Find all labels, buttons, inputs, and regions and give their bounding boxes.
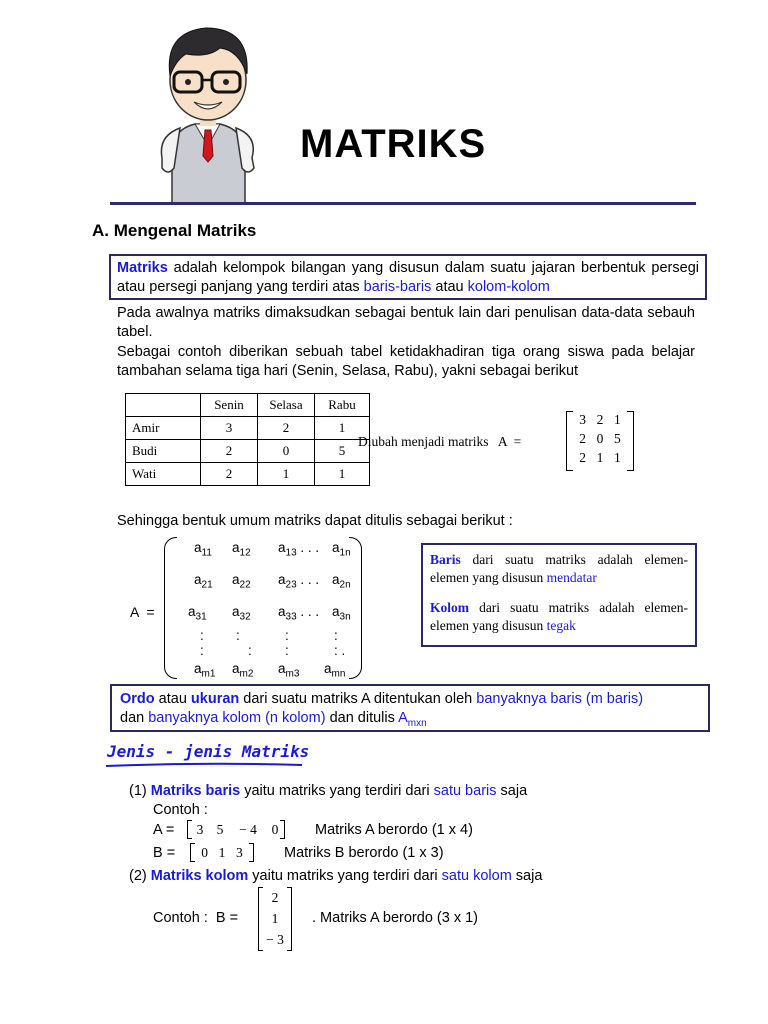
matrix-element-a12: $a_{12}$ xyxy=(232,540,251,559)
matrix-element-a32: $a_{32}$ xyxy=(232,604,251,623)
left-bracket xyxy=(566,411,573,471)
matrix-element-a3n: $a_{3n}$ xyxy=(332,604,351,623)
table-cell: 2 xyxy=(258,417,315,440)
matrix-element-a11: $a_{11}$ xyxy=(194,540,212,559)
satu-kolom-phrase: satu kolom xyxy=(441,868,512,884)
ordo-box xyxy=(110,684,710,732)
row-matrix-b-lhs: B = xyxy=(153,845,176,861)
matriks-kolom-term: Matriks kolom xyxy=(150,868,249,884)
table-cell: 1 xyxy=(258,463,315,486)
section-heading-a: A. Mengenal Matriks xyxy=(92,221,257,240)
ordo-text: dari suatu matriks A ditentukan oleh xyxy=(239,691,477,707)
matrix-element-a31: $a_{31}$ xyxy=(188,604,207,623)
table-cell: 3 xyxy=(201,417,258,440)
table-cell: 2 xyxy=(201,440,258,463)
baris-term: Baris xyxy=(430,552,461,567)
table-cell: Wati xyxy=(126,463,201,486)
matrix-vdots: : xyxy=(200,643,204,658)
ordo-text: dan ditulis xyxy=(325,710,399,726)
definition-text: adalah kelompok bilangan yang disusun dalam suatu jajaran berbentuk persegi atau persegi panjang yang terdiri atas xyxy=(117,260,699,295)
title-divider xyxy=(110,202,696,205)
item-text: yaitu matriks yang terdiri dari xyxy=(248,868,442,884)
cols-count-phrase: banyaknya kolom (n kolom) xyxy=(148,710,326,726)
matriks-kolom-item xyxy=(129,868,542,884)
matrix-element-a21: $a_{21}$ xyxy=(194,572,213,591)
cols-term: kolom-kolom xyxy=(467,279,550,295)
item-text: saja xyxy=(496,783,528,799)
matrix-vdots: : xyxy=(248,643,252,658)
definition-box xyxy=(109,254,707,300)
matrix-element-am1: $a_{m1}$ xyxy=(194,661,216,680)
general-matrix xyxy=(164,537,362,679)
table-cell: Amir xyxy=(126,417,201,440)
table-cell: 5 xyxy=(315,440,370,463)
table-cell: 1 xyxy=(315,463,370,486)
ordo-notation: $A_{mxn}$ xyxy=(398,710,427,729)
rows-count-phrase: banyaknya baris (m baris) xyxy=(476,691,644,707)
row-matrix-b-order: Matriks B berordo (1 x 3) xyxy=(284,845,444,861)
right-bracket xyxy=(249,843,254,862)
matrix-vdots: : xyxy=(200,628,204,643)
matrix-element-am2: $a_{m2}$ xyxy=(232,661,254,680)
table-row xyxy=(126,417,370,440)
intro-paragraph-1: Pada awalnya matriks dimaksudkan sebagai bentuk lain dari penulisan data-data sebauh tabel. xyxy=(117,305,695,340)
right-bracket xyxy=(287,887,292,951)
satu-baris-phrase: satu baris xyxy=(433,783,497,799)
matrix-vdots: : xyxy=(285,628,289,643)
item-number: (2) xyxy=(129,868,151,884)
matrix-element-amn: $a_{mn}$ xyxy=(324,661,346,680)
matrix-vdots: : xyxy=(236,628,240,643)
matriks-baris-item xyxy=(129,783,527,799)
ordo-text: atau xyxy=(154,691,191,707)
kolom-term: Kolom xyxy=(430,600,469,615)
table-header-cell: Selasa xyxy=(258,394,315,417)
matrix-entry: 0 xyxy=(271,822,279,837)
matriks-term: Matriks xyxy=(117,260,168,276)
matrix-element-a1n: $a_{1n}$ xyxy=(332,540,351,559)
left-parenthesis xyxy=(164,537,177,679)
table-cell: 1 xyxy=(315,417,370,440)
left-bracket xyxy=(258,887,263,951)
matrix-entry: 1 xyxy=(613,412,621,427)
tegak-word: tegak xyxy=(546,618,576,633)
matrix-entry: 2 xyxy=(271,890,279,905)
heading-underline xyxy=(104,760,304,770)
matrix-entry: − 3 xyxy=(266,932,284,947)
matrix-entry: 2 xyxy=(579,450,587,465)
matrix-element-am3: $a_{m3}$ xyxy=(278,661,300,680)
right-parenthesis xyxy=(349,537,362,679)
matrix-element-a23: $a_{23}$ . . . xyxy=(278,572,320,591)
kolom-definition xyxy=(430,599,688,635)
matrix-element-a22: $a_{22}$ xyxy=(232,572,251,591)
table-row xyxy=(126,463,370,486)
teacher-cartoon-illustration xyxy=(150,18,265,203)
row-matrix-a-lhs: A = xyxy=(153,822,175,838)
table-header-cell xyxy=(126,394,201,417)
matrix-entry: − 4 xyxy=(239,822,257,837)
page-title: MATRIKS xyxy=(300,122,487,166)
table-header-cell: Rabu xyxy=(315,394,370,417)
table-header-cell: Senin xyxy=(201,394,258,417)
general-form-intro: Sehingga bentuk umum matriks dapat ditulis sebagai berikut : xyxy=(117,513,513,529)
matrix-entry: 1 xyxy=(596,450,604,465)
table-cell: 0 xyxy=(258,440,315,463)
left-bracket xyxy=(187,820,192,839)
matrix-vdots: : xyxy=(334,628,338,643)
column-matrix-order: . Matriks A berordo (3 x 1) xyxy=(312,910,479,926)
matrix-entry: 3 xyxy=(196,822,204,837)
matrix-entry: 3 xyxy=(235,845,243,860)
matrix-entry: 5 xyxy=(216,822,224,837)
baris-definition xyxy=(430,551,688,587)
matrix-element-a13: $a_{13}$ . . . xyxy=(278,540,320,559)
ordo-term: Ordo xyxy=(120,691,155,707)
column-matrix-lhs: Contoh : B = xyxy=(153,910,239,926)
table-row xyxy=(126,440,370,463)
right-bracket xyxy=(627,411,634,471)
item-text: yaitu matriks yang terdiri dari xyxy=(240,783,434,799)
intro-paragraph-2: Sebagai contoh diberikan sebuah tabel ketidakhadiran tiga orang siswa pada belajar tambahan selama tiga hari (Senin, Selasa, Rabu), yakni sebagai berikut xyxy=(117,344,695,379)
ukuran-term: ukuran xyxy=(190,691,240,707)
jenis-matriks-heading: Jenis - jenis Matriks xyxy=(107,742,310,761)
matrix-entry: 1 xyxy=(271,911,279,926)
rows-term: baris-baris xyxy=(363,279,432,295)
matrix-entry: 1 xyxy=(218,845,226,860)
general-matrix-lhs: A = xyxy=(130,604,155,620)
matrix-entry: 0 xyxy=(596,431,604,446)
item-number: (1) xyxy=(129,783,151,799)
row-matrix-b xyxy=(190,843,254,862)
matriks-baris-term: Matriks baris xyxy=(150,783,241,799)
baris-kolom-box xyxy=(421,543,697,647)
definition-connector: atau xyxy=(431,279,468,295)
kolom-text: dari suatu matriks adalah elemen- elemen yang disusun xyxy=(430,600,688,633)
column-matrix-b xyxy=(258,887,292,951)
matrix-vdots: : . xyxy=(334,643,346,658)
table-cell: Budi xyxy=(126,440,201,463)
contoh-label: Contoh : xyxy=(153,802,208,818)
item-text: saja xyxy=(511,868,543,884)
table-header-row xyxy=(126,394,370,417)
baris-text: dari suatu matriks adalah elemen- elemen yang disusun xyxy=(430,552,688,585)
row-matrix-a xyxy=(187,820,285,839)
absence-table xyxy=(125,393,370,486)
matrix-entry: 1 xyxy=(613,450,621,465)
right-bracket xyxy=(280,820,285,839)
table-cell: 2 xyxy=(201,463,258,486)
matrix-vdots: : xyxy=(285,643,289,658)
matrix-entry: 0 xyxy=(201,845,209,860)
matrix-entry: 5 xyxy=(613,431,621,446)
left-bracket xyxy=(190,843,195,862)
ordo-text: dan xyxy=(120,710,149,726)
matrix-entry: 2 xyxy=(579,431,587,446)
matrix-element-a33: $a_{33}$ . . . xyxy=(278,604,320,623)
convert-label: Diubah menjadi matriks A = xyxy=(358,434,522,449)
row-matrix-a-order: Matriks A berordo (1 x 4) xyxy=(315,822,473,838)
matrix-element-a2n: $a_{2n}$ xyxy=(332,572,351,591)
mendatar-word: mendatar xyxy=(546,570,597,585)
matrix-entry: 2 xyxy=(596,412,604,427)
matrix-entry: 3 xyxy=(579,412,587,427)
example-matrix-a xyxy=(566,411,634,471)
